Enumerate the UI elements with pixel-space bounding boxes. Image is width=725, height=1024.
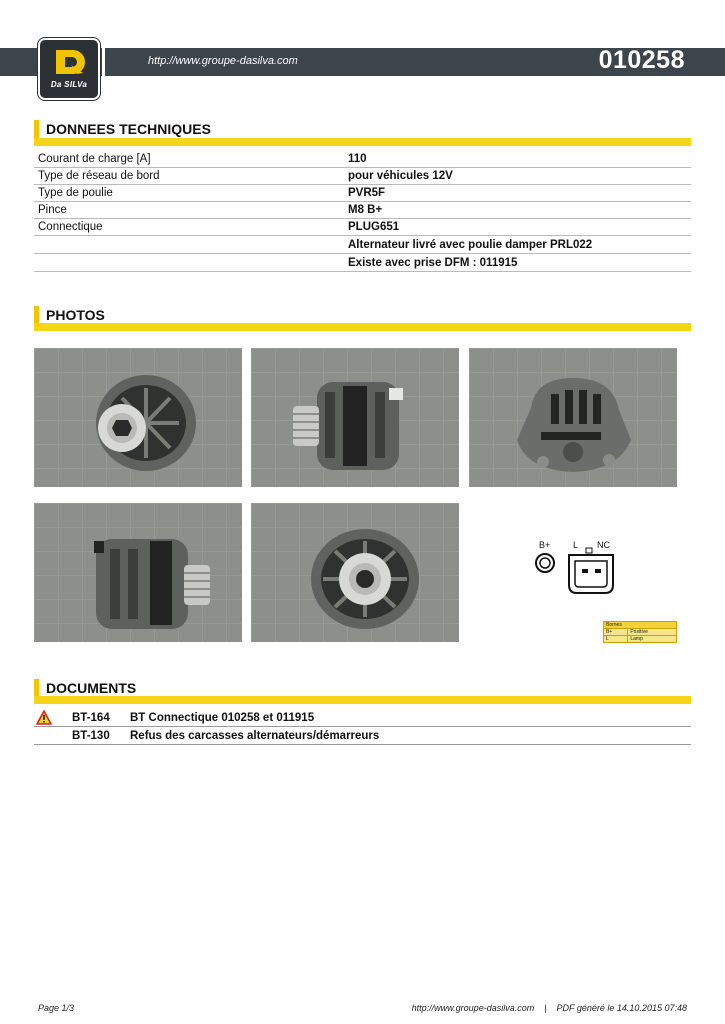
- spec-value: Alternateur livré avec poulie damper PRL022: [348, 239, 593, 251]
- spec-row: [34, 202, 691, 219]
- alternator-photo-side-2[interactable]: [34, 503, 242, 642]
- document-title-link[interactable]: BT Connectique 010258 et 011915: [130, 712, 315, 724]
- footer-info: http://www.groupe-dasilva.com | PDF généré le 14.10.2015 07:48: [411, 1003, 687, 1013]
- alternator-photo-side[interactable]: [251, 348, 459, 487]
- document-row[interactable]: [34, 727, 691, 745]
- legend-pin: B+: [604, 629, 628, 636]
- plug-legend-table: [603, 621, 677, 643]
- spec-row: [34, 151, 691, 168]
- spec-row: [34, 219, 691, 236]
- spec-label: Type de réseau de bord: [38, 170, 160, 182]
- spec-value: M8 B+: [348, 204, 383, 216]
- spec-value: PVR5F: [348, 187, 386, 199]
- spec-label: Pince: [38, 204, 67, 216]
- legend-desc: Positive: [628, 629, 677, 636]
- legend-header: Bornes: [604, 622, 677, 629]
- section-bar-documents: [34, 696, 691, 704]
- alternator-photo-rear[interactable]: [469, 348, 677, 487]
- section-title-documents: DOCUMENTS: [34, 679, 136, 699]
- legend-desc: Lamp: [628, 636, 677, 643]
- document-title-link[interactable]: Refus des carcasses alternateurs/démarreurs: [130, 730, 380, 742]
- document-code: BT-130: [72, 730, 110, 742]
- document-code: BT-164: [72, 712, 110, 724]
- alternator-image: [251, 503, 459, 642]
- spec-row: [34, 168, 691, 185]
- alternator-photo-front[interactable]: [34, 348, 242, 487]
- spec-value: Existe avec prise DFM : 011915: [348, 257, 518, 269]
- alternator-image: [34, 503, 242, 642]
- header-divider: [102, 48, 105, 76]
- spec-value: pour véhicules 12V: [348, 170, 453, 182]
- spec-row: [34, 255, 691, 272]
- terminal-label-bplus: B+: [539, 540, 551, 550]
- spec-value: 110: [348, 153, 367, 165]
- dasilva-logo[interactable]: [38, 38, 100, 100]
- alternator-image: [34, 348, 242, 487]
- section-title-photos: PHOTOS: [34, 306, 105, 326]
- section-bar-technical: [34, 138, 691, 146]
- spec-value: PLUG651: [348, 221, 400, 233]
- alternator-image: [251, 348, 459, 487]
- spec-row: [34, 237, 691, 254]
- section-bar-photos: [34, 323, 691, 331]
- spec-label: Courant de charge [A]: [38, 153, 151, 165]
- plug-connector-diagram: [529, 535, 621, 597]
- logo-mark-icon: [53, 47, 89, 77]
- header-url-link[interactable]: http://www.groupe-dasilva.com: [148, 55, 298, 67]
- product-reference: 010258: [598, 46, 685, 74]
- spec-row: [34, 185, 691, 202]
- spec-label: Type de poulie: [38, 187, 113, 199]
- spec-label: Connectique: [38, 221, 103, 233]
- legend-pin: L: [604, 636, 628, 643]
- logo-text: Da SILVa: [50, 80, 88, 89]
- section-title-technical: DONNEES TECHNIQUES: [34, 120, 211, 140]
- terminal-label-nc: NC: [597, 540, 610, 550]
- alternator-photo-front-2[interactable]: [251, 503, 459, 642]
- alternator-image: [469, 348, 677, 487]
- document-row[interactable]: [34, 709, 691, 727]
- page-number: Page 1/3: [38, 1003, 75, 1013]
- terminal-label-l: L: [573, 540, 579, 550]
- warning-icon: [36, 710, 52, 725]
